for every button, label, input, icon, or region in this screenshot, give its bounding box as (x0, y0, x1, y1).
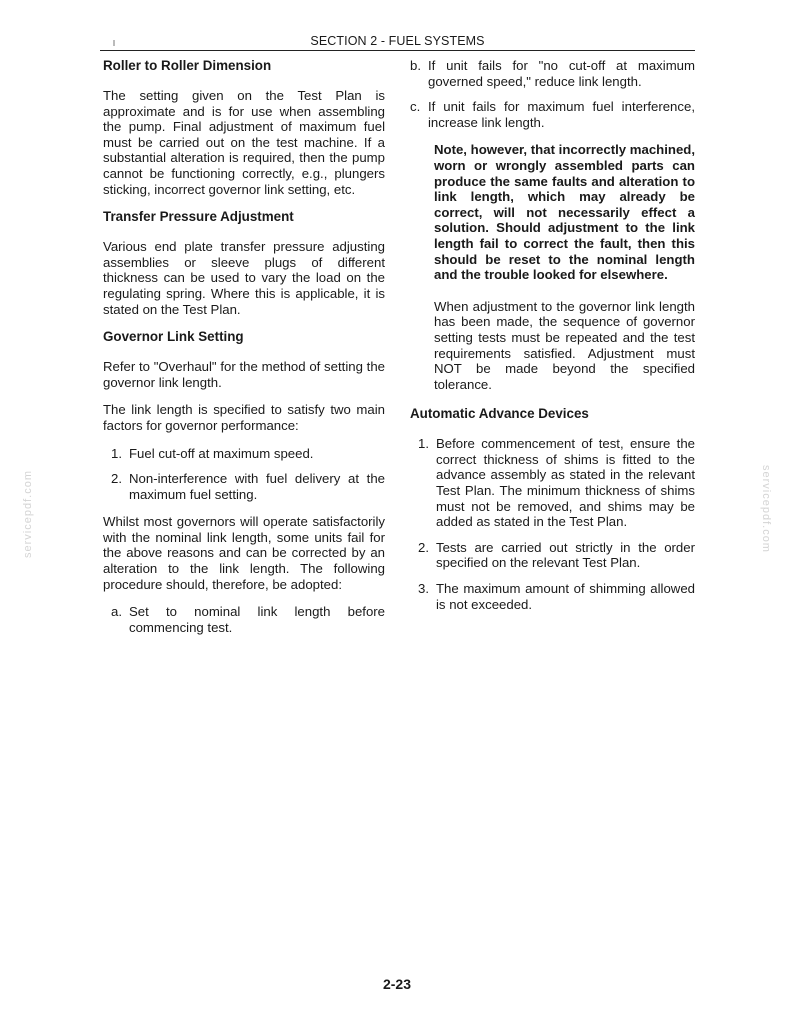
page-header (100, 34, 695, 51)
list-marker: b. (410, 58, 421, 73)
list-item-text: The maximum amount of shimming allowed is not exceeded. (436, 581, 695, 612)
advance-devices-list (410, 436, 695, 612)
procedure-list-right (410, 58, 695, 130)
watermark-right: servicepdf.com (760, 465, 772, 553)
section-title: SECTION 2 - FUEL SYSTEMS (310, 34, 485, 48)
list-item (111, 446, 385, 462)
whilst-paragraph: Whilst most governors will operate satisfactorily with the nominal link length, some units fail for the above reasons and can be corrected by an alteration to the link length. The following procedure should, therefore, be adopted: (103, 514, 385, 592)
right-column (410, 58, 695, 624)
list-item (418, 540, 695, 571)
list-item (111, 471, 385, 502)
list-item (111, 604, 385, 635)
transfer-pressure-paragraph: Various end plate transfer pressure adjusting assemblies or sleeve plugs of different thickness can be used to vary the load on the regulating spring. Where this is applicable, it is stated on the Test Plan. (103, 239, 385, 317)
roller-dimension-paragraph: The setting given on the Test Plan is approximate and is for use when assembling the pump. Final adjustment of maximum fuel must be carried out on the test machine. If a substantial alteration is required, then the pump cannot be functioning correctly, e.g., plungers sticking, incorrect governor link setting, etc. (103, 88, 385, 197)
list-marker: 1. (111, 445, 122, 461)
note-paragraph: Note, however, that incorrectly machined, worn or wrongly assembled parts can produce the same faults and alteration to link length, which may already be correct, will not necessarily effect a solution. Should adjustment to the link length fail to correct the fault, then this should be reset to the nominal length and the trouble looked for elsewhere. (434, 142, 695, 283)
governor-factors-list (103, 446, 385, 503)
list-item-text: Set to nominal link length before commencing test. (129, 604, 385, 635)
list-item (418, 436, 695, 530)
list-item (410, 99, 695, 130)
list-marker: a. (111, 604, 122, 620)
list-item-text: Fuel cut-off at maximum speed. (129, 445, 314, 461)
list-marker: 3. (418, 581, 429, 597)
governor-link-paragraph-1: Refer to "Overhaul" for the method of setting the governor link length. (103, 359, 385, 390)
heading-transfer-pressure: Transfer Pressure Adjustment (103, 209, 294, 225)
list-item-text: If unit fails for maximum fuel interference, increase link length. (428, 99, 695, 130)
governor-link-paragraph-2: The link length is specified to satisfy two main factors for governor performance: (103, 402, 385, 433)
list-marker: 2. (111, 471, 122, 487)
left-column (103, 58, 385, 647)
list-marker: 2. (418, 539, 429, 555)
heading-advance-devices: Automatic Advance Devices (410, 406, 589, 422)
list-item (410, 58, 695, 89)
heading-governor-link: Governor Link Setting (103, 329, 244, 345)
list-marker: 1. (418, 436, 429, 452)
list-item-text: Tests are carried out strictly in the order specified on the relevant Test Plan. (436, 539, 695, 571)
list-item-text: Before commencement of test, ensure the correct thickness of shims is fitted to the advance assembly as stated in the relevant Test Plan. The minimum thickness of shims must not be removed, and shims may be added as stated in the Test Plan. (436, 436, 695, 530)
page-number: 2-23 (382, 976, 412, 992)
watermark-left: servicepdf.com (22, 470, 34, 558)
procedure-list-left (103, 604, 385, 635)
list-item-text: Non-interference with fuel delivery at the maximum fuel setting. (129, 471, 385, 502)
adjustment-paragraph: When adjustment to the governor link length has been made, the sequence of governor setting tests must be repeated and the test requirements satisfied. Adjustment must NOT be made beyond the specified tolerance. (434, 298, 695, 392)
list-marker: c. (410, 99, 421, 115)
list-item-text: If unit fails for "no cut-off at maximum governed speed," reduce link length. (428, 58, 695, 89)
list-item (418, 581, 695, 612)
heading-roller-dimension: Roller to Roller Dimension (103, 58, 272, 73)
